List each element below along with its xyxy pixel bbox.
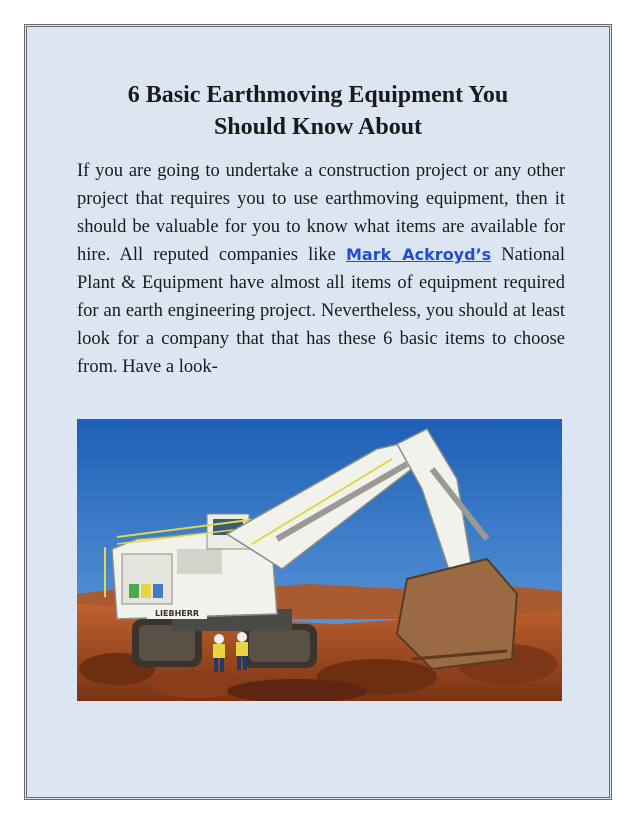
title-line-2: Should Know About (213, 114, 423, 140)
paragraph-text-start: If you are going to undertake a construction project or any other project that requires you to use earthmoving equipment, then it should be valuable for you to know what items are available for hire. All reputed companies like (77, 161, 565, 265)
page-border (24, 24, 612, 800)
machine-brand-label: LIEBHERR (154, 609, 200, 618)
mark-ackroyd-link[interactable] (346, 245, 491, 264)
link-text: Mark Ackroyd (345, 245, 476, 264)
title-line-1: 6 Basic Earthmoving Equipment You (127, 82, 509, 108)
excavator-photo (77, 419, 562, 701)
intro-paragraph (77, 157, 565, 381)
link-suffix: ’s (475, 245, 492, 264)
document-title (27, 79, 609, 143)
paragraph-text-end: National Plant & Equipment have almost all items of equipment required for an earth engineering project. Nevertheless, you should at least look for a company that that has these 6 basic items to choose from. Have a look- (77, 245, 565, 377)
